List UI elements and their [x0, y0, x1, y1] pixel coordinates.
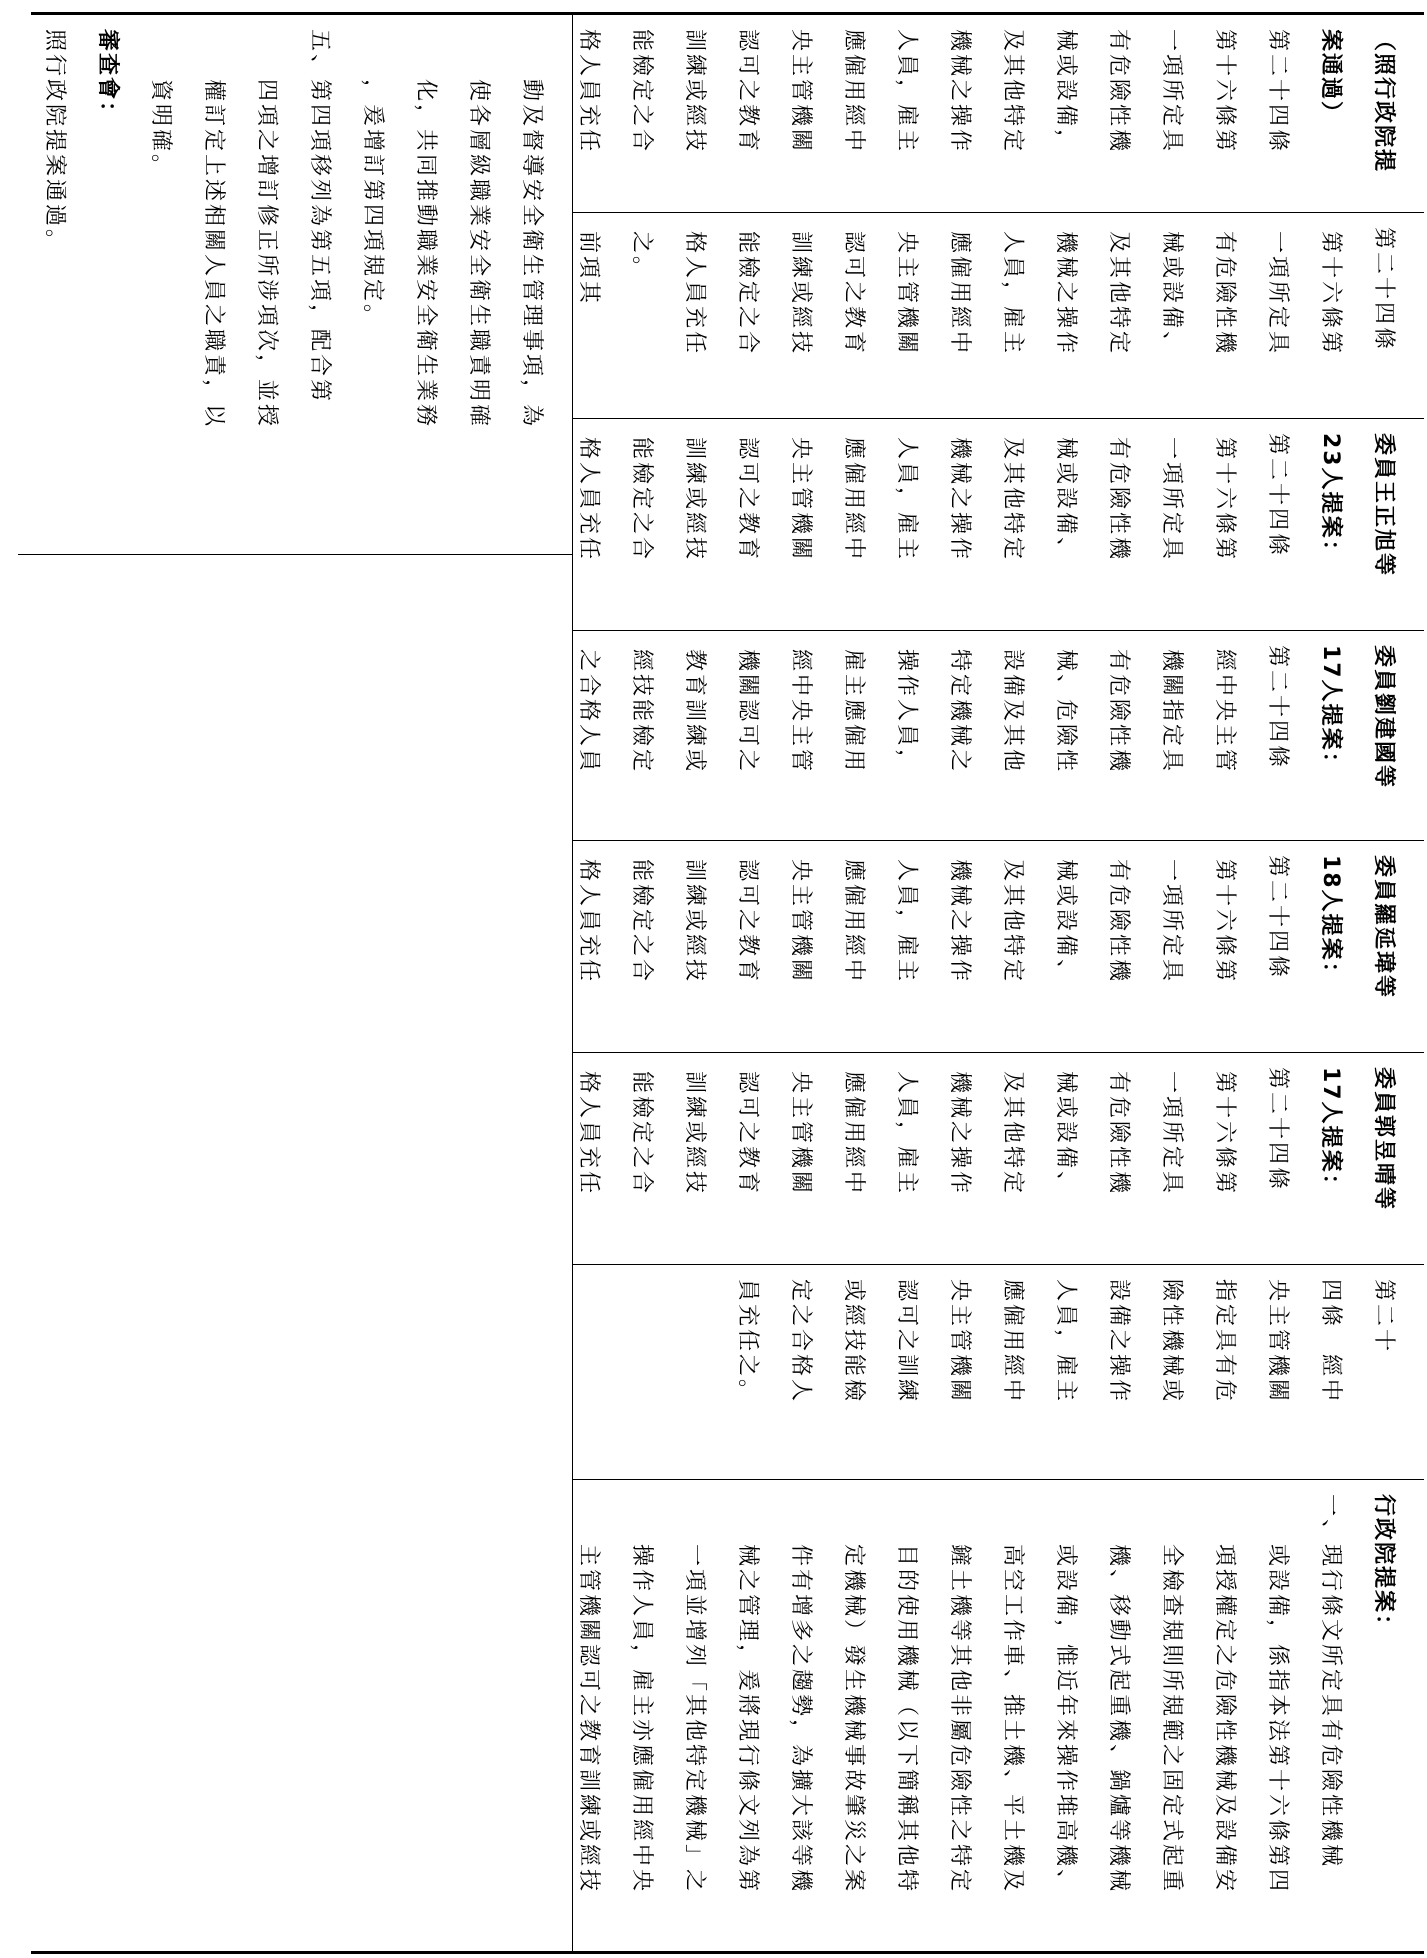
legislator-lo-lines	[573, 855, 1304, 1036]
text-line: 央主管機關	[788, 29, 813, 155]
text-line: 格人員充任	[576, 1071, 601, 1197]
text-line: 權訂定上述相關人員之職責，以	[201, 29, 226, 430]
text-line: 使各層級職業安全衛生職責明確	[466, 29, 491, 430]
text-line: 之合格人員	[576, 649, 601, 775]
text-line: 能檢定之合	[629, 437, 654, 563]
legislator-liu-heading: 委員劉建國等	[1371, 645, 1396, 790]
legislator-kuo-lines	[573, 1067, 1304, 1248]
text-line: 目的使用機械（以下簡稱其他特	[894, 1494, 919, 1895]
text-line: 認可之教育	[735, 29, 760, 155]
text-line: 械之管理，爰將現行條文列為第	[735, 1494, 760, 1895]
text-line: 訓練或經技	[682, 437, 707, 563]
text-line: 央主管機關	[947, 1279, 972, 1405]
executive-yuan-amendment-column	[573, 213, 1424, 419]
legislator-kuo-heading: 委員郭昱晴等	[1371, 1067, 1396, 1212]
explanation-heading: 行政院提案：	[1371, 1494, 1396, 1639]
text-line: 一項所定具	[1159, 29, 1184, 155]
text-line: 五、第四項移列為第五項，配合第	[307, 29, 332, 405]
text-line: 件有增多之趨勢，為擴大該等機	[788, 1494, 813, 1895]
passed-text-column	[573, 15, 1424, 213]
passed-heading: （照行政院提案通過）	[1318, 29, 1396, 174]
text-line: 第十六條第	[1212, 437, 1237, 563]
text-line: 經中央主管	[788, 649, 813, 775]
text-line: 雇主應僱用	[841, 649, 866, 775]
text-line: 央主管機關	[788, 1071, 813, 1197]
legislator-liu-subheading: 17人提案：	[1318, 645, 1343, 776]
text-line: 能檢定之合	[735, 231, 760, 357]
text-line: 一項所定具	[1159, 859, 1184, 985]
text-line: 人員，雇主	[1000, 231, 1025, 357]
text-line: 械、危險性	[1053, 649, 1078, 775]
text-line: 一、現行條文所定具有危險性機械	[1318, 1494, 1343, 1870]
text-line: 機械之操作	[947, 859, 972, 985]
text-line: 央主管機關	[788, 859, 813, 985]
text-line: 應僱用經中	[841, 859, 866, 985]
text-line: 機械之操作	[947, 1071, 972, 1197]
text-line: 機關指定具	[1159, 649, 1184, 775]
text-line: 有危險性機	[1212, 231, 1237, 357]
text-line: 四項之增訂修正所涉項次，並授	[254, 29, 279, 430]
text-line: 機關認可之	[735, 649, 760, 775]
text-line: 格人員充任	[576, 29, 601, 155]
text-line: 一項所定具	[1159, 437, 1184, 563]
text-line: 第二十四條	[1371, 227, 1396, 353]
text-line: 員充任之。	[735, 1279, 760, 1405]
text-line: 第十六條第	[1318, 231, 1343, 357]
text-line: 認可之教育	[841, 231, 866, 357]
comparison-table	[31, 12, 1424, 1954]
text-line: 認可之教育	[735, 1071, 760, 1197]
text-line: 訓練或經技	[682, 29, 707, 155]
text-line: 第二十四條	[1265, 855, 1290, 981]
text-line: 第十六條第	[1212, 859, 1237, 985]
text-line: 認可之教育	[735, 859, 760, 985]
legislator-wang-heading: 委員王正旭等	[1371, 433, 1396, 578]
current-law-column	[573, 1265, 1424, 1480]
text-line: 央主管機關	[894, 231, 919, 357]
text-line: 操作人員，	[894, 649, 919, 775]
text-line: 險性機械或	[1159, 1279, 1184, 1405]
text-line: 前項其	[576, 231, 601, 307]
legislator-wang-proposal-column	[573, 419, 1424, 631]
text-line: 應僱用經中	[1000, 1279, 1025, 1405]
explanation-column	[573, 1480, 1424, 1951]
current-law-lines	[721, 1279, 1410, 1463]
text-line: 有危險性機	[1106, 649, 1131, 775]
passed-text-lines	[573, 29, 1304, 196]
text-line: 有危險性機	[1106, 29, 1131, 155]
text-line: 資明確。	[148, 29, 173, 180]
text-line: 央主管機關	[1265, 1279, 1290, 1405]
legislator-liu-proposal-column	[573, 631, 1424, 841]
text-line: 人員，雇主	[894, 859, 919, 985]
text-line: 第二十四條	[1265, 645, 1290, 771]
text-line: 第十六條第	[1212, 29, 1237, 155]
text-line: 及其他特定	[1000, 29, 1025, 155]
text-line: ，爰增訂第四項規定。	[360, 29, 385, 330]
text-line: 機械之操作	[947, 29, 972, 155]
text-line: 有危險性機	[1106, 1071, 1131, 1197]
text-line: 第二十四條	[1265, 29, 1290, 155]
text-line: 第二十四條	[1265, 1067, 1290, 1193]
text-line: 格人員充任	[682, 231, 707, 357]
executive-yuan-amendment-lines	[573, 227, 1410, 402]
text-line: 人員，雇主	[1053, 1279, 1078, 1405]
table-row-bottom	[18, 15, 572, 1951]
text-line: 能檢定之合	[629, 1071, 654, 1197]
text-line: 械或設備，	[1053, 29, 1078, 155]
text-line: 及其他特定	[1000, 859, 1025, 985]
review-explanation-column	[18, 15, 572, 555]
text-line: 或經技能檢	[841, 1279, 866, 1405]
text-line: 能檢定之合	[629, 29, 654, 155]
review-committee-text: 照行政院提案通過。	[42, 29, 67, 255]
text-line: 操作人員，雇主亦應僱用經中央	[629, 1494, 654, 1895]
text-line: 一項所定具	[1159, 1071, 1184, 1197]
text-line: 機、移動式起重機、鍋爐等機械	[1106, 1494, 1131, 1895]
text-line: 機械之操作	[1053, 231, 1078, 357]
text-line: 鏟土機等其他非屬危險性之特定	[947, 1494, 972, 1895]
text-line: 設備及其他	[1000, 649, 1025, 775]
legislator-kuo-proposal-column	[573, 1053, 1424, 1265]
text-line: 教育訓練或	[682, 649, 707, 775]
blank-cell	[18, 555, 572, 1951]
text-line: 指定具有危	[1212, 1279, 1237, 1405]
text-line: 第十六條第	[1212, 1071, 1237, 1197]
text-line: 械或設備、	[1159, 231, 1184, 357]
text-line: 械或設備、	[1053, 437, 1078, 563]
text-line: 人員，雇主	[894, 437, 919, 563]
text-line: 認可之訓練	[894, 1279, 919, 1405]
table-row-top	[572, 15, 1424, 1951]
text-line: 第二十	[1371, 1279, 1396, 1355]
text-line: 定機械）發生機械事故肇災之案	[841, 1494, 866, 1895]
text-line: 四條 經中	[1318, 1279, 1343, 1405]
text-line: 或設備，係指本法第十六條第四	[1265, 1494, 1290, 1895]
text-line: 及其他特定	[1000, 1071, 1025, 1197]
text-line: 人員，雇主	[894, 1071, 919, 1197]
text-line: 機械之操作	[947, 437, 972, 563]
text-line: 械或設備、	[1053, 1071, 1078, 1197]
text-line: 經中央主管	[1212, 649, 1237, 775]
text-line: 高空工作車、推土機、平土機及	[1000, 1494, 1025, 1895]
legislator-lo-heading: 委員羅延瑋等	[1371, 855, 1396, 1000]
text-line: 應僱用經中	[841, 29, 866, 155]
text-line: 及其他特定	[1106, 231, 1131, 357]
text-line: 訓練或經技	[682, 1071, 707, 1197]
text-line: 人員，雇主	[894, 29, 919, 155]
legislator-wang-lines	[573, 433, 1304, 614]
text-line: 第二十四條	[1265, 433, 1290, 559]
text-line: 格人員充任	[576, 859, 601, 985]
text-line: 化，共同推動職業安全衛生業務	[413, 29, 438, 430]
text-line: 特定機械之	[947, 649, 972, 775]
text-line: 動及督導安全衛生管理事項，為	[519, 29, 544, 430]
review-committee-heading: 審查會：	[95, 29, 120, 126]
text-line: 認可之教育	[735, 437, 760, 563]
legislator-lo-proposal-column	[573, 841, 1424, 1053]
text-line: 主管機關認可之教育訓練或經技	[576, 1494, 601, 1895]
text-line: 有危險性機	[1106, 437, 1131, 563]
legislator-lo-subheading: 18人提案：	[1318, 855, 1343, 986]
text-line: 項授權定之危險性機械及設備安	[1212, 1494, 1237, 1895]
text-line: 訓練或經技	[788, 231, 813, 357]
legislator-kuo-subheading: 17人提案：	[1318, 1067, 1343, 1198]
text-line: 能檢定之合	[629, 859, 654, 985]
text-line: 械或設備、	[1053, 859, 1078, 985]
text-line: 訓練或經技	[682, 859, 707, 985]
text-line: 有危險性機	[1106, 859, 1131, 985]
text-line: 應僱用經中	[841, 437, 866, 563]
text-line: 一項並增列「其他特定機械」之	[682, 1494, 707, 1895]
text-line: 經技能檢定	[629, 649, 654, 775]
text-line: 格人員充任	[576, 437, 601, 563]
text-line: 之。	[629, 231, 654, 282]
legislator-wang-subheading: 23人提案：	[1318, 433, 1343, 564]
text-line: 全檢查規則所規範之固定式起重	[1159, 1494, 1184, 1895]
text-line: 及其他特定	[1000, 437, 1025, 563]
text-line: 一項所定具	[1265, 231, 1290, 357]
text-line: 應僱用經中	[947, 231, 972, 357]
text-line: 或設備，惟近年來操作堆高機、	[1053, 1494, 1078, 1895]
text-line: 設備之操作	[1106, 1279, 1131, 1405]
text-line: 定之合格人	[788, 1279, 813, 1405]
explanation-lines	[573, 1494, 1357, 1935]
review-explanation-lines	[134, 29, 558, 538]
legislator-liu-lines	[573, 645, 1304, 824]
text-line: 央主管機關	[788, 437, 813, 563]
text-line: 應僱用經中	[841, 1071, 866, 1197]
